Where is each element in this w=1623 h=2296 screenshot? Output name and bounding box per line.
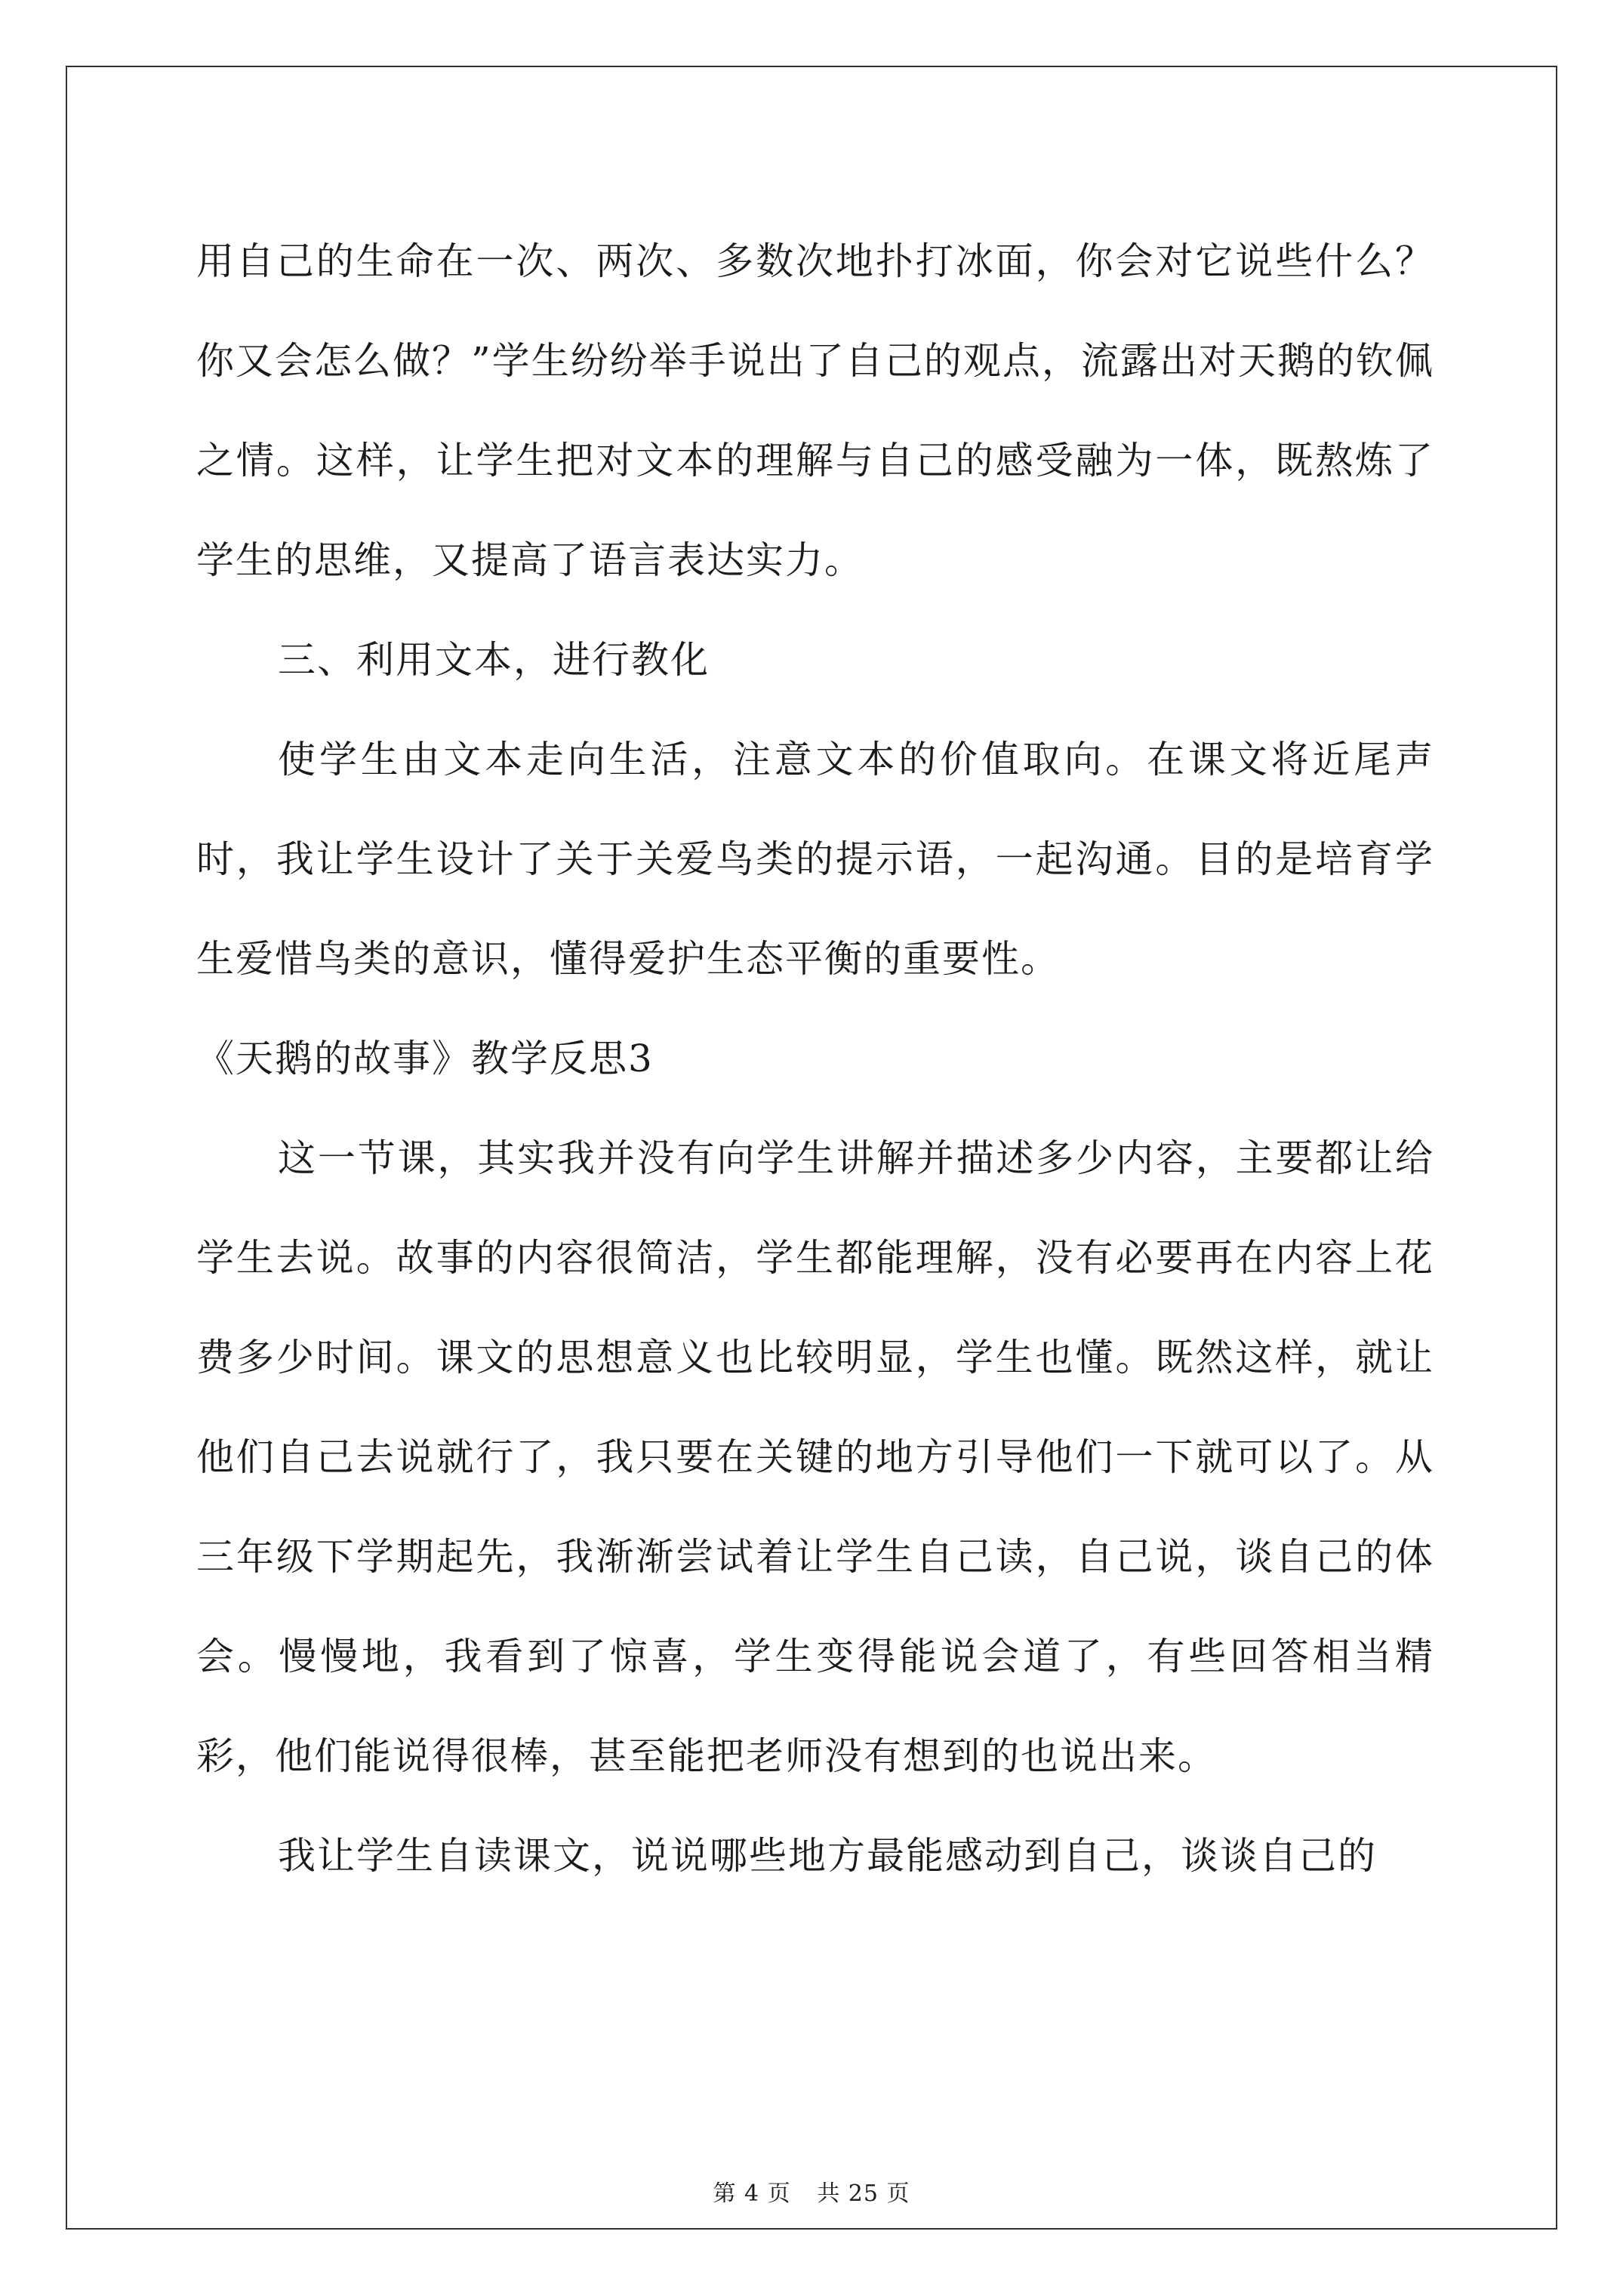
paragraph-self-reading: 我让学生自读课文，说说哪些地方最能感动到自己，谈谈自己的 <box>278 1834 1377 1878</box>
page-total: 共 25 页 <box>817 2180 910 2207</box>
section-heading-3: 三、利用文本，进行教化 <box>278 638 710 682</box>
paragraph-education: 使学生由文本走向生活，注意文本的价值取向。在课文将近尾声时，我让学生设计了关于关爱鸟类的提示语，一起沟通。目的是培育学生爱惜鸟类的意识，懂得爱护生态平衡的重要性。 <box>196 738 1434 981</box>
paragraph-continuation: 用自己的生命在一次、两次、多数次地扑打冰面，你会对它说些什么？你又会怎么做？”学生纷纷举手说出了自己的观点，流露出对天鹅的钦佩之情。这样，让学生把对文本的理解与自己的感受融为一体，既熬炼了学生的思维，又提高了语言表达实力。 <box>196 239 1434 582</box>
paragraph-reflection: 这一节课，其实我并没有向学生讲解并描述多少内容，主要都让给学生去说。故事的内容很简洁，学生都能理解，没有必要再在内容上花费多少时间。课文的思想意义也比较明显，学生也懂。既然这样，就让他们自己去说就行了，我只要在关键的地方引导他们一下就可以了。从三年级下学期起先，我渐渐尝试着让学生自己读，自己说，谈自己的体会。慢慢地，我看到了惊喜，学生变得能说会道了，有些回答相当精彩，他们能说得很棒，甚至能把老师没有想到的也说出来。 <box>196 1136 1434 1778</box>
article-title: 《天鹅的故事》教学反思3 <box>196 1037 654 1080</box>
page-number: 第 4 页 <box>713 2180 791 2207</box>
document-body <box>196 211 1434 1906</box>
page-footer <box>0 2174 1623 2208</box>
